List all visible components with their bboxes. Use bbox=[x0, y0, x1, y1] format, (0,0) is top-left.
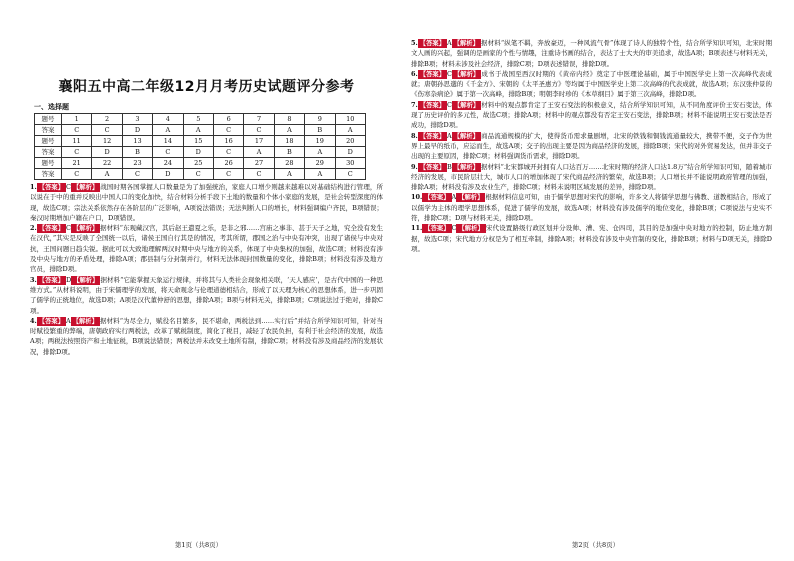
question-number: 7. bbox=[411, 100, 418, 109]
analysis-tag: 【解析】 bbox=[72, 317, 98, 325]
answer-tag: 【答案】 bbox=[38, 317, 64, 325]
answer-table-cell: 27 bbox=[244, 158, 274, 169]
answer-table-cell: A bbox=[244, 147, 274, 158]
answer-table-cell: D bbox=[183, 147, 213, 158]
analysis-text: 根据材料信息可知，由于儒学思想对宋代的影响，许多文人将儒学思想与佛教、道教相结合，形成了以儒学为主体的理学思想体系，促进了儒学的发展，故选A项；材料没有涉及儒学的地位变化，排除B项；C项说法与史实不符，排除C项；D项与材料无关，排除D项。 bbox=[411, 193, 772, 223]
answer-table-cell: 29 bbox=[305, 158, 335, 169]
answer-letter: A bbox=[65, 316, 71, 325]
section-heading: 一、选择题 bbox=[34, 102, 69, 111]
answer-table-row bbox=[35, 125, 366, 136]
answer-table-row bbox=[35, 114, 366, 125]
question-explanation bbox=[411, 223, 772, 254]
answer-table-cell: C bbox=[244, 169, 274, 180]
answer-table-cell: C bbox=[153, 147, 183, 158]
answer-table-cell: D bbox=[335, 147, 365, 158]
answer-tag: 【答案】 bbox=[424, 194, 450, 202]
answer-letter: C bbox=[446, 100, 452, 109]
answer-table-cell: 19 bbox=[305, 136, 335, 147]
answer-table-cell: 4 bbox=[153, 114, 183, 125]
answer-table-cell: 24 bbox=[153, 158, 183, 169]
answer-table-cell: 11 bbox=[62, 136, 92, 147]
page-footer-left: 第1页（共8页） bbox=[174, 541, 223, 549]
answer-table-cell: 17 bbox=[244, 136, 274, 147]
page-footer-right: 第2页（共8页） bbox=[571, 541, 620, 549]
answer-tag: 【答案】 bbox=[38, 184, 64, 191]
answer-table-cell: C bbox=[213, 125, 243, 136]
question-explanation bbox=[30, 223, 383, 274]
answer-table-cell: D bbox=[153, 169, 183, 180]
question-explanation bbox=[411, 69, 772, 100]
answer-tag: 【答案】 bbox=[419, 163, 445, 171]
question-number: 2. bbox=[30, 224, 37, 233]
answer-table bbox=[34, 113, 366, 180]
answer-table-cell: A bbox=[92, 169, 122, 180]
answer-table-cell: B bbox=[122, 147, 152, 158]
answer-table-cell: A bbox=[183, 125, 213, 136]
answer-table-cell: 6 bbox=[213, 114, 243, 125]
answer-table-cell: 5 bbox=[183, 114, 213, 125]
answer-table-cell: 3 bbox=[122, 114, 152, 125]
answer-table-cell: C bbox=[244, 125, 274, 136]
question-number: 11. bbox=[411, 224, 423, 233]
question-explanation bbox=[30, 275, 383, 316]
answer-table-cell: C bbox=[122, 169, 152, 180]
analysis-tag: 【解析】 bbox=[453, 101, 480, 109]
analysis-text: 成书于战国至西汉时期的《黄帝内经》奠定了中医理论基础，属于中国医学史上第一次高峰代表成就；唐朝孙思邈的《千金方》、宋朝的《太平圣惠方》等均属于中国医学史上第二次高峰的代表成就，故选A项；东汉张仲景的《伤寒杂病论》属于第一次高峰，排除B项；明朝李时珍的《本草纲目》属于第三次高峰，排除D项。 bbox=[411, 69, 772, 99]
answer-tag: 【答案】 bbox=[419, 70, 445, 78]
answer-table-cell: 30 bbox=[335, 158, 365, 169]
answer-letter: B bbox=[446, 162, 452, 171]
answer-table-cell: A bbox=[305, 147, 335, 158]
answer-table-cell: 13 bbox=[122, 136, 152, 147]
question-explanation bbox=[411, 192, 772, 223]
question-number: 10. bbox=[411, 193, 423, 202]
answer-table-cell: 1 bbox=[62, 114, 92, 125]
answer-tag: 【答案】 bbox=[419, 40, 445, 47]
answer-table-row-label: 答案 bbox=[35, 169, 62, 180]
analysis-text: 据材料“为尽全力，赋役名目繁多，民不堪命，两税法到……实行后”并结合所学知识可知，针对当时赋役繁重的弊端，唐朝政府实行两税法，改革了赋税制度，简化了税目，减轻了农民负担，有利于社会经济的发展，故选A项；两税法按照资产和土地征税，B项说法错误；两税法并未改变土地所有制，排除C项；材料没有涉及商品经济的发展状况，排除D项。 bbox=[30, 316, 383, 356]
answer-table-cell: C bbox=[213, 147, 243, 158]
answer-table-cell: B bbox=[274, 147, 304, 158]
answer-table-cell: C bbox=[62, 169, 92, 180]
analysis-text: 战国时期各国掌握人口数量是为了加强统治，家庭人口增少则越来越难以对基础结构进行管理，所以说在于中的重并反映出中国人口的变化加快，结合材料分析手段下土地的数量和个体小家庭的发展，是社会转型深度的体现，故选C项；宗法关系依然存在各阶层的广泛影响，A项说法错误；无法判断人口的增长，材料强调编户齐民，B项错误；秦汉时期增加户籍在户口，D项错误。 bbox=[30, 183, 383, 222]
answer-table-cell: D bbox=[122, 125, 152, 136]
question-number: 6. bbox=[411, 69, 418, 78]
page-title: 襄阳五中高二年级12月月考历史试题评分参考 bbox=[58, 79, 355, 95]
analysis-text: 据材料“纵笔不羁，奔放豪迈，一种风流气骨”体现了诗人的独特个性，结合所学知识可知，北宋时期文人画的兴起，强调的是画家的个性与情趣，注重诗书画的结合，表达了士大夫的审美追求，故选A项；B项表述与材料无关，排除B项；材料未涉及社会经济，排除C项；D项表述错误，排除D项。 bbox=[411, 39, 772, 68]
answer-table-cell: 7 bbox=[244, 114, 274, 125]
answer-table-cell: A bbox=[335, 125, 365, 136]
analysis-text: 宋代设置路级行政区划并分设帅、漕、宪、仓四司，其目的是加强中央对地方的控制，防止地方割据，故选C项；宋代地方分权是为了相互牵制，排除A项；材料没有涉及中央官制的变化，排除B项；材料与D项无关，排除D项。 bbox=[411, 224, 772, 253]
answer-table-row-label: 答案 bbox=[35, 147, 62, 158]
answer-table-cell: 10 bbox=[335, 114, 365, 125]
answer-table-row bbox=[35, 136, 366, 147]
question-explanation bbox=[30, 316, 383, 357]
analysis-text: 据材料“北宋都城开封拥有人口达百万……北宋时期的经济人口达1.8万”结合所学知识可知，随着城市经济的发展，市民阶层壮大，城市人口的增加体现了宋代商品经济的繁荣，故选B项；人口增长并不能说明政府管理的加强，排除A项；材料没有涉及农业生产，排除C项；材料未说明区域发展的差异，排除D项。 bbox=[411, 162, 772, 192]
question-number: 8. bbox=[411, 131, 418, 140]
answer-table-cell: C bbox=[213, 169, 243, 180]
analysis-text: 材料中的观点都肯定了王安石变法的积极意义，结合所学知识可知，从不同角度评价王安石变法，体现了历史评价的多元性，故选C项；排除A项；材料中的观点都没有否定王安石变法，排除B项；材料不能说明王安石变法是否成功，排除D项。 bbox=[411, 100, 772, 130]
answer-table-cell: A bbox=[274, 169, 304, 180]
question-explanation bbox=[411, 38, 772, 69]
answer-table-cell: C bbox=[62, 125, 92, 136]
analysis-tag: 【解析】 bbox=[453, 132, 479, 140]
answer-table-cell: 26 bbox=[213, 158, 243, 169]
right-question-list bbox=[411, 38, 772, 254]
answer-table-cell: D bbox=[92, 147, 122, 158]
answer-table-row-label: 题号 bbox=[35, 158, 62, 169]
answer-table-row bbox=[35, 158, 366, 169]
answer-table-cell: C bbox=[62, 147, 92, 158]
answer-table-cell: 15 bbox=[183, 136, 213, 147]
answer-table-cell: 2 bbox=[92, 114, 122, 125]
answer-letter: D bbox=[65, 275, 72, 284]
answer-letter: A bbox=[446, 131, 452, 140]
answer-table-cell: 9 bbox=[305, 114, 335, 125]
analysis-tag: 【解析】 bbox=[453, 40, 479, 47]
answer-table-row-label: 题号 bbox=[35, 114, 62, 125]
answer-table-row-label: 题号 bbox=[35, 136, 62, 147]
question-number: 9. bbox=[411, 162, 418, 171]
answer-table-row bbox=[35, 147, 366, 158]
answer-table-cell: 25 bbox=[183, 158, 213, 169]
analysis-text: 据材料“它能掌握天象运行规律，并将其与人类社会现象相关联，‘天人感应’，是古代中国的一种思维方式。”从材料说明，由于宋儒理学的发展，将天命观念与伦理道德相结合，形成了以天理为核心的思想体系，进一步巩固了儒学的正统地位，故选D项；A项是汉代董仲舒的思想，排除A项；B项与材料无关，排除B项；C项说法过于绝对，排除C项。 bbox=[30, 275, 383, 315]
question-number: 3. bbox=[30, 275, 37, 284]
question-explanation bbox=[30, 182, 383, 223]
answer-letter: C bbox=[451, 224, 457, 233]
answer-tag: 【答案】 bbox=[419, 132, 445, 140]
answer-table-row-label: 答案 bbox=[35, 125, 62, 136]
answer-table-cell: 16 bbox=[213, 136, 243, 147]
answer-table-cell: B bbox=[305, 125, 335, 136]
analysis-text: 商品流通规模的扩大，使得货币需求量剧增，北宋的铁钱和铜钱流通量较大，携带不便，交子作为世界上最早的纸币，应运而生，故选A项；交子的出现主要是因为商品经济的发展，排除B项；宋代的对外贸易发达，但并非交子出现的主要原因，排除C项；材料强调货币需求，排除D项。 bbox=[411, 131, 772, 161]
analysis-tag: 【解析】 bbox=[73, 276, 99, 284]
answer-table-cell: 21 bbox=[62, 158, 92, 169]
analysis-tag: 【解析】 bbox=[458, 225, 484, 233]
question-explanation bbox=[411, 100, 772, 131]
answer-tag: 【答案】 bbox=[424, 225, 450, 233]
analysis-tag: 【解析】 bbox=[458, 194, 484, 202]
analysis-tag: 【解析】 bbox=[453, 70, 480, 78]
analysis-tag: 【解析】 bbox=[72, 225, 99, 233]
analysis-tag: 【解析】 bbox=[453, 163, 479, 171]
answer-table-cell: 8 bbox=[274, 114, 304, 125]
answer-table-cell: 28 bbox=[274, 158, 304, 169]
question-explanation bbox=[411, 131, 772, 162]
answer-table-cell: 20 bbox=[335, 136, 365, 147]
question-number: 5. bbox=[411, 39, 418, 47]
answer-table-row bbox=[35, 169, 366, 180]
answer-letter: A bbox=[451, 193, 457, 202]
answer-table-cell: 23 bbox=[122, 158, 152, 169]
answer-table-cell: C bbox=[335, 169, 365, 180]
question-number: 1. bbox=[30, 183, 37, 191]
answer-letter: C bbox=[65, 224, 71, 233]
answer-table-cell: 14 bbox=[153, 136, 183, 147]
question-explanation bbox=[411, 162, 772, 193]
answer-letter: C bbox=[446, 69, 452, 78]
left-question-list bbox=[30, 182, 383, 357]
answer-tag: 【答案】 bbox=[419, 101, 445, 109]
answer-table-cell: A bbox=[153, 125, 183, 136]
analysis-tag: 【解析】 bbox=[72, 184, 99, 191]
answer-table-cell: 18 bbox=[274, 136, 304, 147]
analysis-text: 据材料“东观藏汉宫，其后赵王遣夏之乐，是非之邪……宫庙之事非、甚于天子之地，究全没有发生在汉代，”其实是反映了全国统一以后，诸侯王国自行其是的情况，考其所谓，郡国之治与中央有冲突，出现了诸侯与中央对抗，王国问题日趋尖锐。据此可以大致地理解两汉时期中央与地方的关系，体现了中央集权的加强，故选C项；材料没有涉及中央与地方的矛盾处理，排除A项；郡县制与分封制并行，材料无法体现封国数量的变化，排除B项；材料没有涉及地方官员，排除D项。 bbox=[30, 224, 383, 274]
answer-table-cell: 22 bbox=[92, 158, 122, 169]
answer-table-cell: C bbox=[92, 125, 122, 136]
answer-letter: A bbox=[446, 39, 452, 47]
answer-table-cell: A bbox=[305, 169, 335, 180]
answer-table-cell: A bbox=[274, 125, 304, 136]
answer-table-cell: 12 bbox=[92, 136, 122, 147]
question-number: 4. bbox=[30, 316, 37, 325]
right-page bbox=[397, 0, 794, 561]
answer-tag: 【答案】 bbox=[38, 225, 64, 233]
answer-table-cell: C bbox=[183, 169, 213, 180]
answer-tag: 【答案】 bbox=[38, 276, 64, 284]
answer-letter: C bbox=[65, 183, 71, 191]
